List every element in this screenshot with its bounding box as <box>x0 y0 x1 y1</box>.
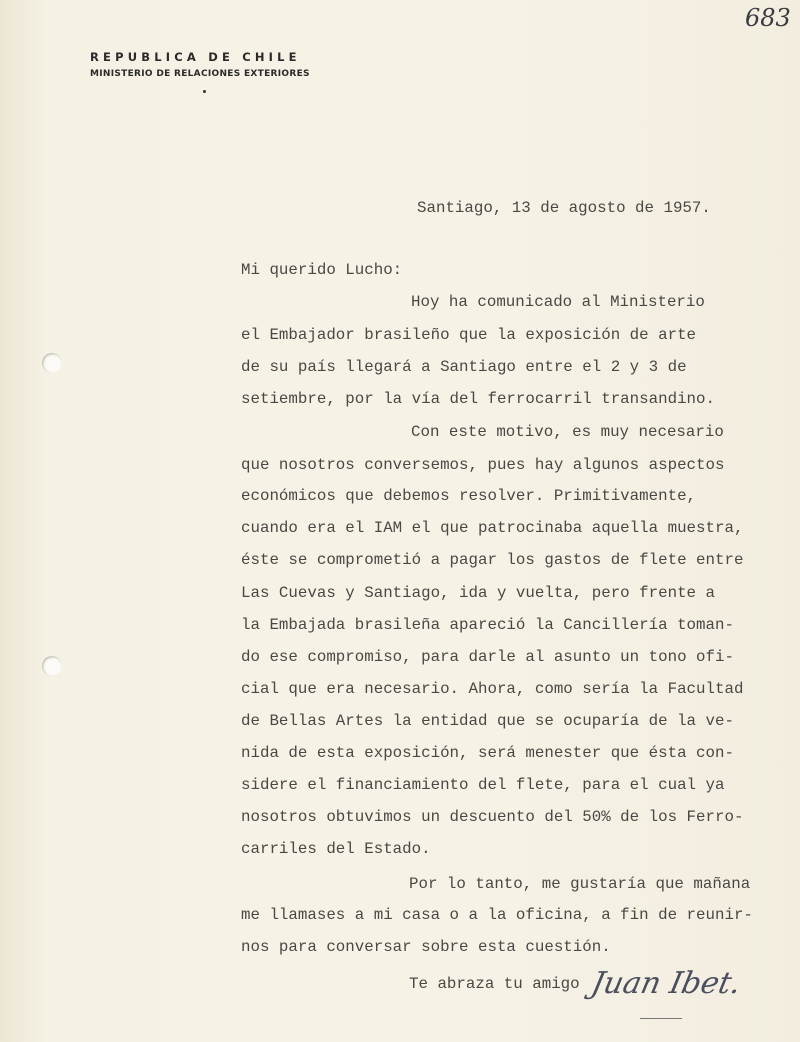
body-line: de Bellas Artes la entidad que se ocuparía de la ve- <box>241 712 734 730</box>
body-line: nos para conversar sobre esta cuestión. <box>241 938 611 956</box>
signature: Juan Ibet. <box>588 966 745 1001</box>
body-line: económicos que debemos resolver. Primitivamente, <box>241 487 697 505</box>
salutation: Mi querido Lucho: <box>241 261 403 279</box>
body-line: Las Cuevas y Santiago, ida y vuelta, pero frente a <box>241 584 715 602</box>
body-line: me llamases a mi casa o a la oficina, a fin de reunir- <box>241 906 753 924</box>
body-line: nida de esta exposición, será menester que ésta con- <box>241 744 734 762</box>
letter-date: Santiago, 13 de agosto de 1957. <box>417 199 711 217</box>
body-line: Por lo tanto, me gustaría que mañana <box>409 875 751 893</box>
body-line: cial que era necesario. Ahora, como sería la Facultad <box>241 680 744 698</box>
letterhead-ministry: MINISTERIO DE RELACIONES EXTERIORES <box>90 69 310 79</box>
body-line: cuando era el IAM el que patrocinaba aquella muestra, <box>241 519 744 537</box>
letterhead-country: REPUBLICA DE CHILE <box>90 50 301 64</box>
body-line: Hoy ha comunicado al Ministerio <box>411 293 705 311</box>
body-line: sidere el financiamiento del flete, para el cual ya <box>241 776 725 794</box>
punch-hole <box>42 656 62 676</box>
body-line: setiembre, por la vía del ferrocarril transandino. <box>241 390 715 408</box>
body-line: la Embajada brasileña apareció la Cancillería toman- <box>241 616 734 634</box>
body-line: de su país llegará a Santiago entre el 2 y 3 de <box>241 358 687 376</box>
page-number: 683 <box>745 4 791 32</box>
body-line: el Embajador brasileño que la exposición de arte <box>241 326 697 344</box>
closing: Te abraza tu amigo <box>409 975 580 993</box>
body-line: que nosotros conversemos, pues hay algunos aspectos <box>241 456 725 474</box>
body-line: carriles del Estado. <box>241 840 431 858</box>
signature-underline <box>640 1018 682 1019</box>
body-line: do ese compromiso, para darle al asunto un tono ofi- <box>241 648 734 666</box>
punch-hole <box>42 353 62 373</box>
body-line: éste se comprometió a pagar los gastos de flete entre <box>241 551 744 569</box>
letterhead-dot <box>203 90 206 93</box>
body-line: nosotros obtuvimos un descuento del 50% de los Ferro- <box>241 808 744 826</box>
body-line: Con este motivo, es muy necesario <box>411 423 724 441</box>
